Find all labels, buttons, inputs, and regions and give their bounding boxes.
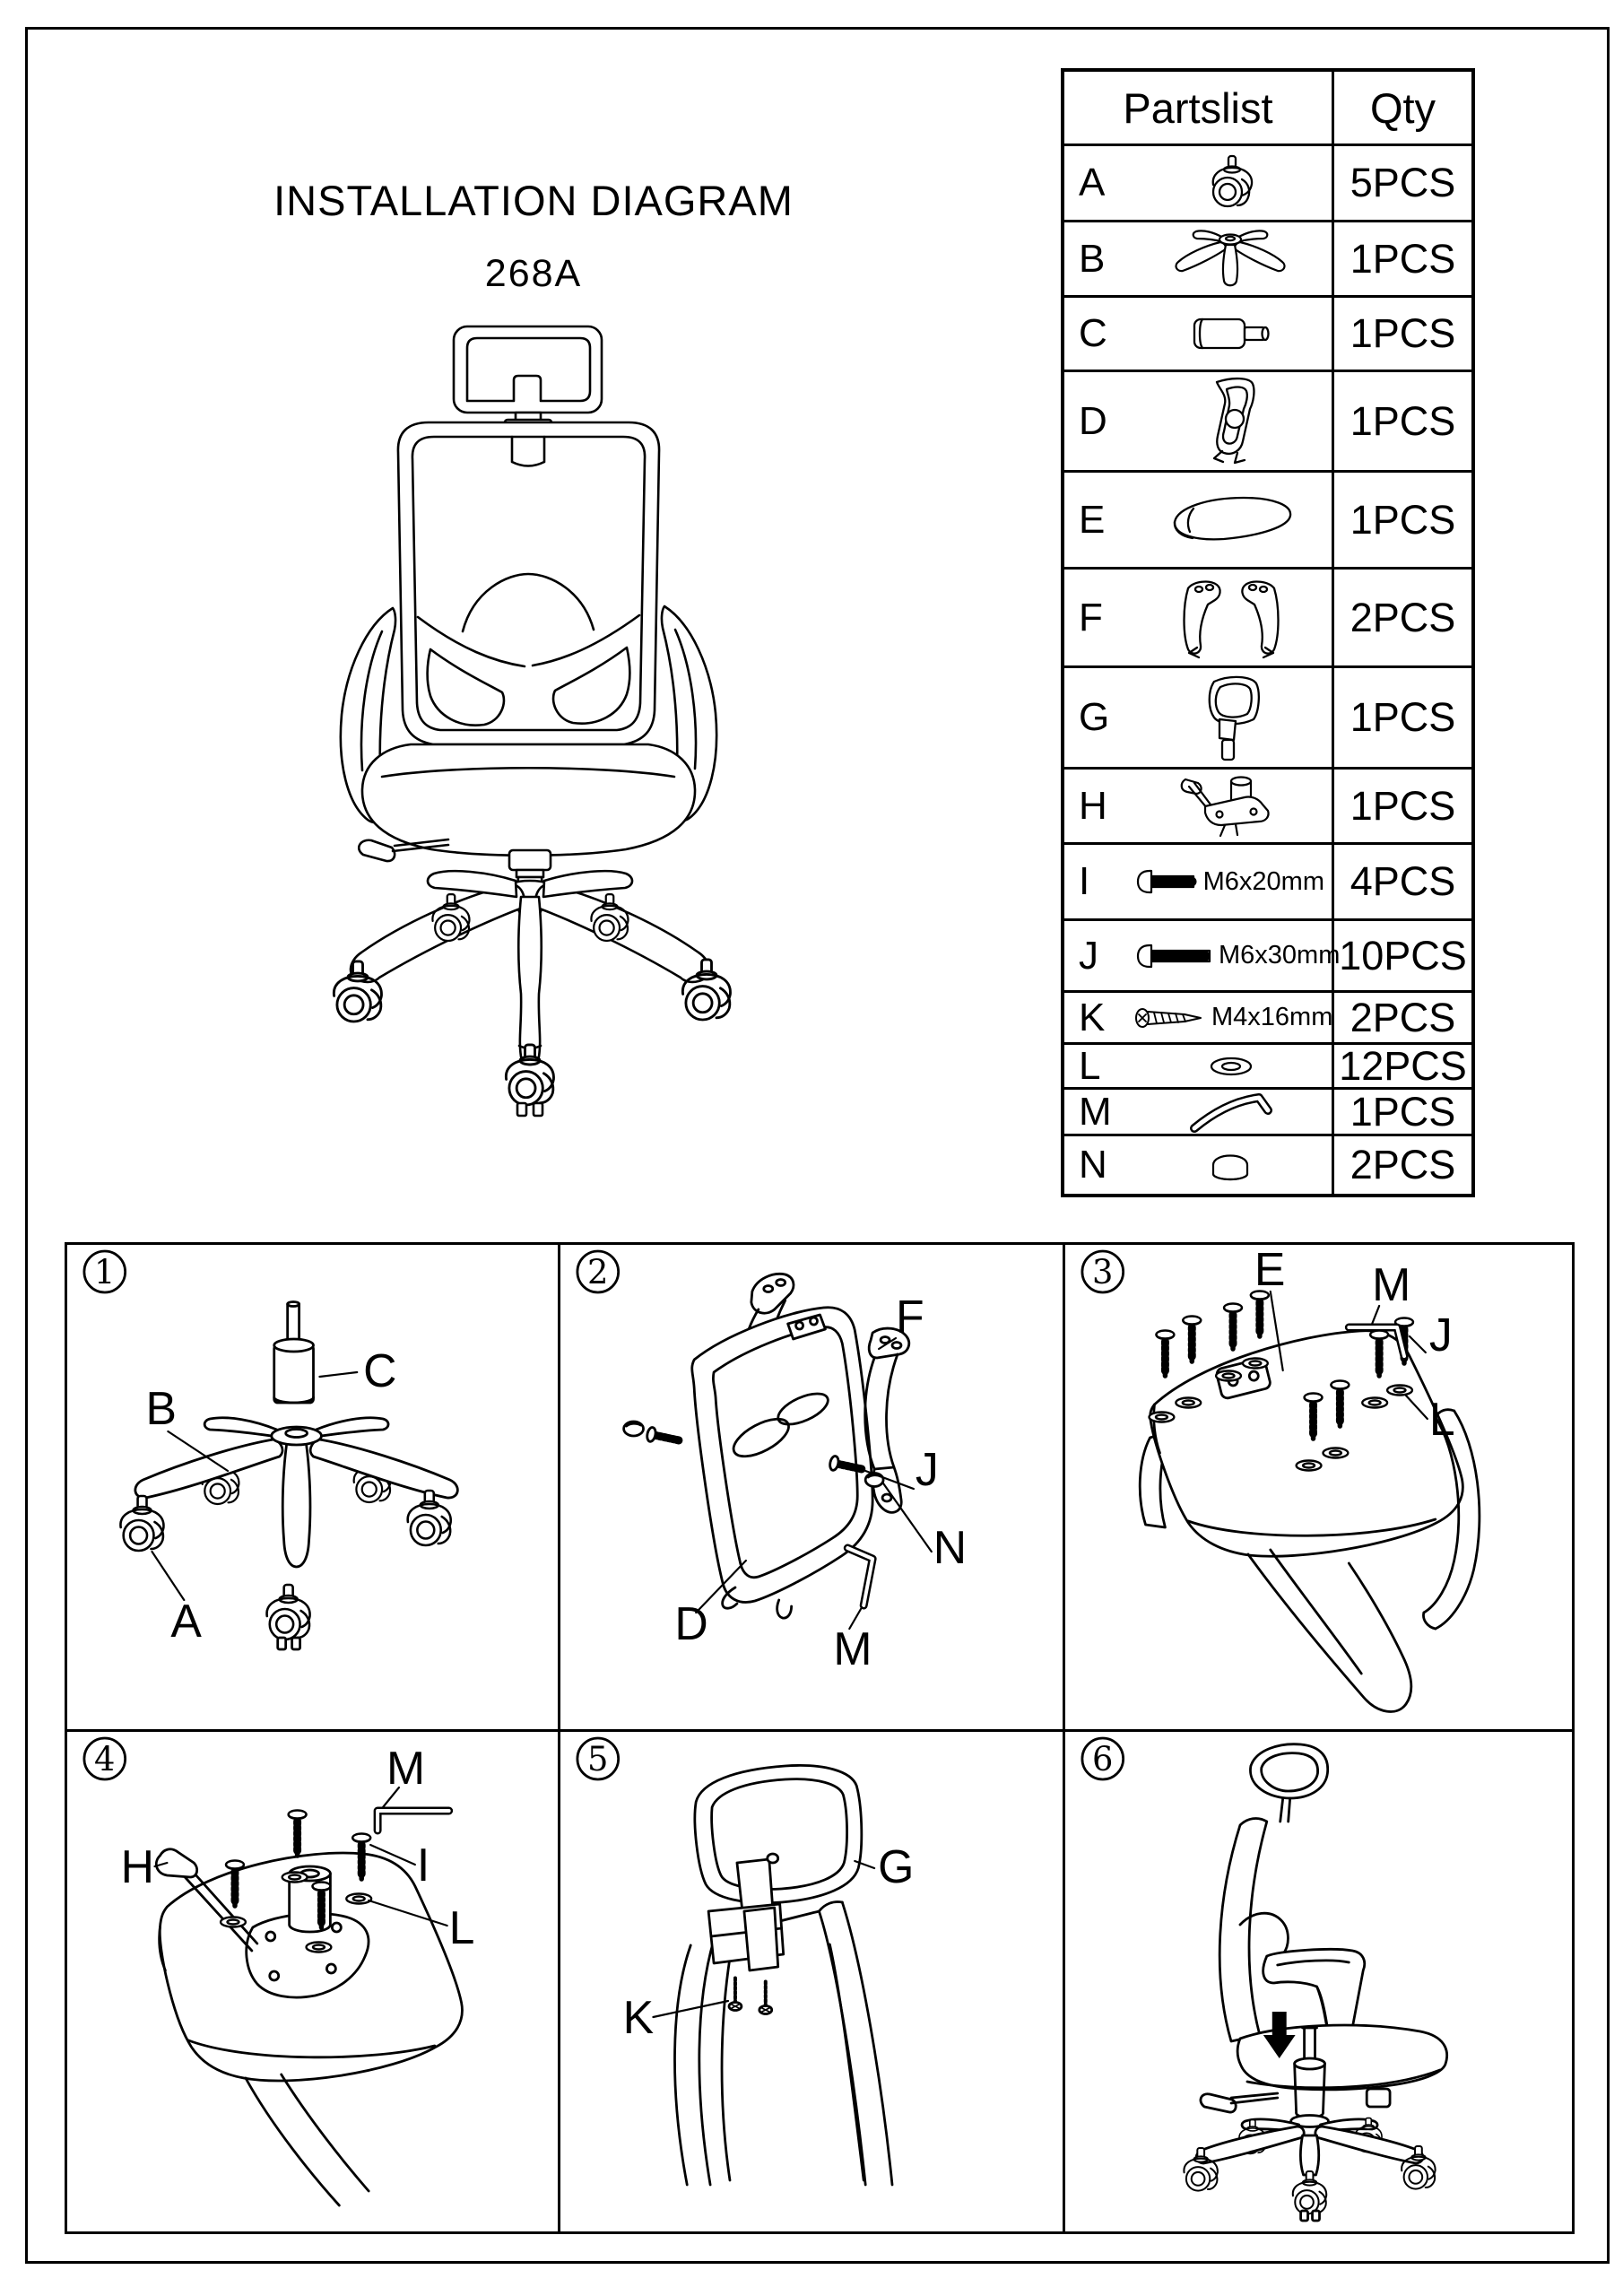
part-qty: 1PCS [1350,235,1456,282]
part-spec: M6x20mm [1202,866,1324,896]
part-letter: E [1079,497,1106,542]
step-2-drawing [560,1245,1063,1729]
allen-key-drawing [378,1811,449,1831]
washer-icon [1207,1055,1255,1078]
parts-row-d [1064,370,1471,470]
part-qty: 5PCS [1350,160,1456,205]
part-letter: L [1079,1043,1101,1088]
label-l: L [1428,1392,1455,1446]
step-number: 1 [94,1252,116,1292]
bolt-long-icon [1134,942,1219,970]
label-n: N [933,1520,968,1574]
parts-row-n [1064,1134,1471,1194]
part-letter: N [1079,1143,1107,1187]
step-number: 5 [587,1739,609,1779]
backrest-below-drawing [1248,1550,1411,1711]
base-icon [1171,226,1291,292]
part-qty: 2PCS [1350,994,1456,1040]
label-c: C [363,1344,397,1397]
gas-lift-icon [1190,310,1272,357]
seat-drawing [362,744,695,856]
mechanism-icon [1180,770,1282,842]
label-b: B [145,1381,178,1435]
step-2-panel [560,1245,1065,1732]
step-number: 6 [1092,1739,1114,1779]
step-number: 2 [587,1252,609,1292]
parts-table [1061,68,1475,1197]
parts-row-b [1064,220,1471,295]
step-number: 4 [94,1739,116,1779]
part-qty: 2PCS [1350,594,1456,640]
step-1-panel [67,1245,560,1732]
part-qty: 1PCS [1350,496,1456,543]
part-spec: M6x30mm [1219,941,1341,970]
step-3-panel [1065,1245,1572,1732]
headrest-drawing [695,1765,862,1902]
parts-row-k [1064,990,1471,1042]
part-letter: M [1079,1089,1112,1134]
step-3-drawing [1065,1245,1572,1729]
label-j: J [915,1442,939,1496]
part-letter: A [1079,161,1106,204]
label-i: I [416,1838,430,1892]
model-number: 268A [484,252,583,295]
partslist-header-cell: Partslist [1064,72,1334,144]
parts-row-j [1064,918,1471,990]
parts-table-header [1064,72,1471,144]
screws-k-drawing [729,1976,772,2014]
part-letter: J [1079,933,1098,978]
part-letter: H [1079,783,1107,828]
part-letter: D [1079,398,1107,443]
part-qty: 1PCS [1350,310,1456,356]
parts-row-c [1064,295,1471,370]
backrest-frame-icon [1197,375,1265,468]
step-number: 3 [1092,1252,1114,1292]
headrest-icon [1193,671,1270,764]
label-m: M [386,1741,426,1795]
part-qty: 1PCS [1350,782,1456,829]
title-block [0,176,1067,296]
parts-row-m [1064,1087,1471,1134]
part-qty: 12PCS [1339,1042,1467,1089]
base-drawing [334,850,730,1116]
seat-drawing [1150,1331,1463,1556]
part-letter: B [1079,236,1106,281]
allen-key-icon [1187,1089,1275,1135]
parts-row-i [1064,842,1471,918]
label-h: H [120,1839,155,1893]
step-6-panel [1065,1732,1572,2231]
cap-nut-icon [1207,1145,1255,1185]
part-letter: G [1079,695,1110,739]
step-1-drawing [67,1245,558,1729]
part-qty: 1PCS [1350,694,1456,740]
backrest-below-drawing [246,2074,369,2205]
backrest-drawing [398,422,659,744]
part-qty: 2PCS [1350,1142,1456,1187]
label-e: E [1254,1245,1286,1296]
chair-side-drawing [1201,1744,1447,2112]
label-j: J [1428,1308,1453,1361]
part-letter: I [1079,859,1090,903]
step-4-panel [67,1732,560,2231]
label-g: G [878,1839,915,1893]
chair-front-illustration [258,316,796,1127]
label-l: L [448,1900,475,1954]
label-a: A [170,1594,202,1648]
parts-row-h [1064,767,1471,842]
part-qty: 1PCS [1350,397,1456,444]
label-m: M [1372,1257,1411,1311]
tapping-screw-icon [1134,1005,1211,1031]
step-4-drawing [67,1732,558,2231]
parts-row-a [1064,144,1471,220]
part-qty: 10PCS [1339,932,1467,978]
qty-header-cell: Qty [1369,83,1436,132]
part-letter: C [1079,311,1107,355]
armrest-icon [1176,574,1287,662]
step-6-drawing [1065,1732,1572,2231]
part-qty: 4PCS [1350,858,1456,904]
base-star-drawing [135,1418,457,1567]
step-5-panel [560,1732,1065,2231]
label-f: F [895,1290,924,1344]
parts-row-e [1064,470,1471,567]
caster-icon [1206,153,1256,213]
gas-lift-drawing [274,1302,314,1404]
part-letter: F [1079,595,1103,639]
label-k: K [622,1990,655,2044]
parts-row-l [1064,1042,1471,1087]
parts-row-g [1064,665,1471,767]
bolt-short-icon [1134,867,1202,896]
part-spec: M4x16mm [1211,1003,1333,1031]
part-letter: K [1079,995,1106,1039]
page-title: INSTALLATION DIAGRAM [273,177,794,224]
step-5-drawing [560,1732,1063,2231]
part-qty: 1PCS [1350,1088,1456,1135]
headrest-drawing [454,326,602,430]
label-m: M [833,1622,872,1675]
assembly-steps-grid [65,1242,1575,2234]
label-d: D [674,1596,708,1650]
seat-icon [1163,489,1299,552]
parts-row-f [1064,567,1471,665]
